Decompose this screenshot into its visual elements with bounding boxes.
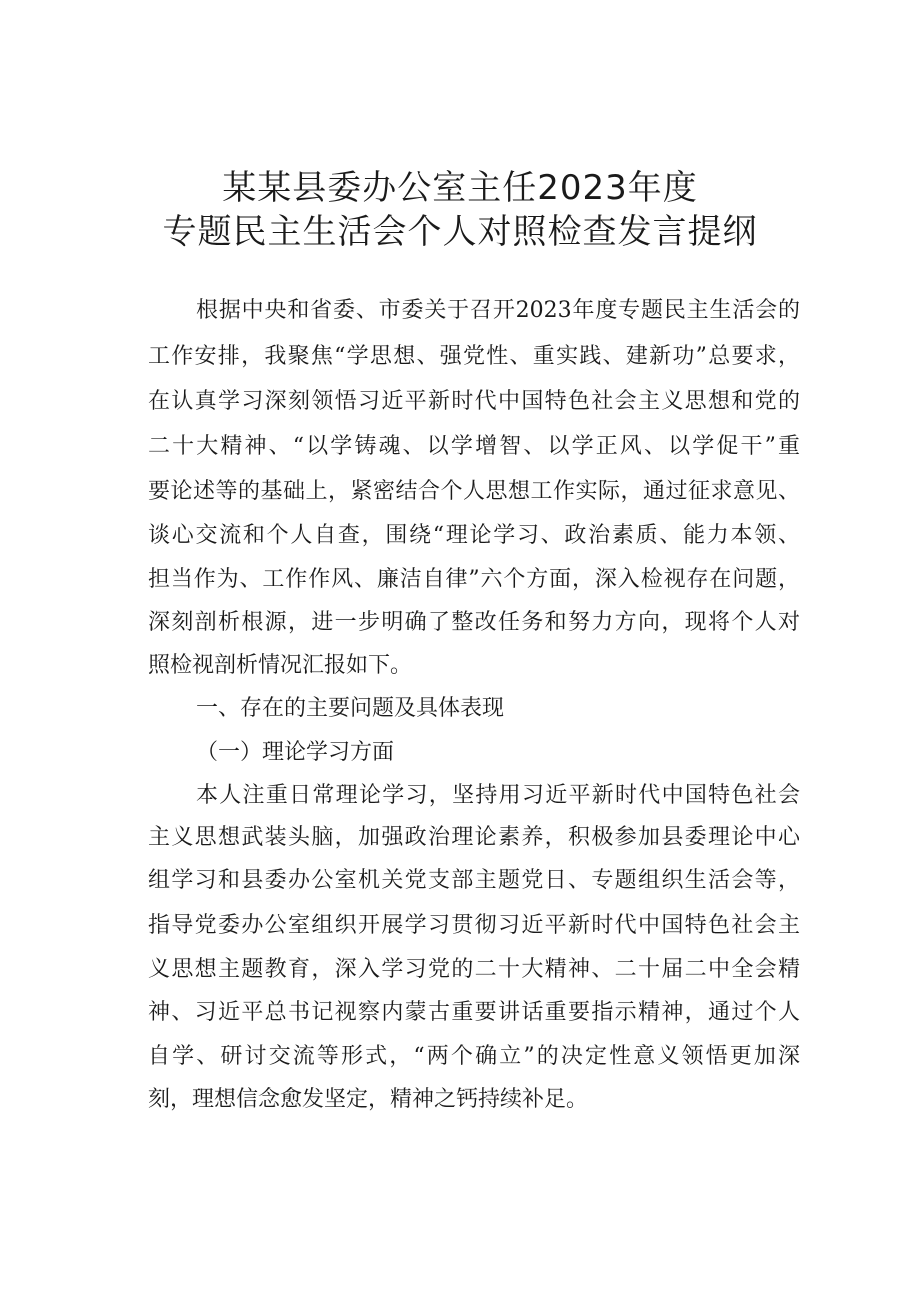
document-title-line-2: 专题民主生活会个人对照检查发言提纲	[162, 212, 758, 252]
body-line: 组学习和县委办公室机关党支部主题党日、专题组织生活会等，	[148, 868, 800, 893]
body-line: 指导党委办公室组织开展学习贯彻习近平新时代中国特色社会主	[148, 913, 800, 938]
intro-line: 二十大精神、“以学铸魂、以学增智、以学正风、以学促干”重	[148, 434, 800, 459]
intro-line: 在认真学习深刻领悟习近平新时代中国特色社会主义思想和党的	[148, 389, 800, 414]
intro-line: 谈心交流和个人自查，围绕“理论学习、政治素质、能力本领、	[148, 523, 800, 548]
body-line: 主义思想武装头脑，加强政治理论素养，积极参加县委理论中心	[148, 825, 800, 850]
body-line: 义思想主题教育，深入学习党的二十大精神、二十届二中全会精	[148, 957, 800, 982]
document-title-line-1: 某某县委办公室主任2023年度	[222, 168, 698, 208]
body-line: 自学、研讨交流等形式，“两个确立”的决定性意义领悟更加深	[148, 1044, 800, 1069]
intro-line: 深刻剖析根源，进一步明确了整改任务和努力方向，现将个人对	[148, 610, 800, 635]
body-line: 本人注重日常理论学习，坚持用习近平新时代中国特色社会	[196, 783, 800, 808]
subsection-heading: （一）理论学习方面	[196, 740, 395, 765]
intro-line-last: 照检视剖析情况汇报如下。	[148, 653, 413, 678]
body-line: 神、习近平总书记视察内蒙古重要讲话重要指示精神，通过个人	[148, 1000, 800, 1025]
body-line-last: 刻，理想信念愈发坚定，精神之钙持续补足。	[148, 1087, 589, 1112]
section-heading: 一、存在的主要问题及具体表现	[196, 696, 505, 721]
intro-line: 要论述等的基础上，紧密结合个人思想工作实际，通过征求意见、	[148, 479, 800, 504]
intro-line: 担当作为、工作作风、廉洁自律”六个方面，深入检视存在问题，	[148, 567, 800, 592]
intro-line: 根据中央和省委、市委关于召开2023年度专题民主生活会的	[196, 298, 800, 323]
intro-line: 工作安排，我聚焦“学思想、强党性、重实践、建新功”总要求，	[148, 344, 800, 369]
